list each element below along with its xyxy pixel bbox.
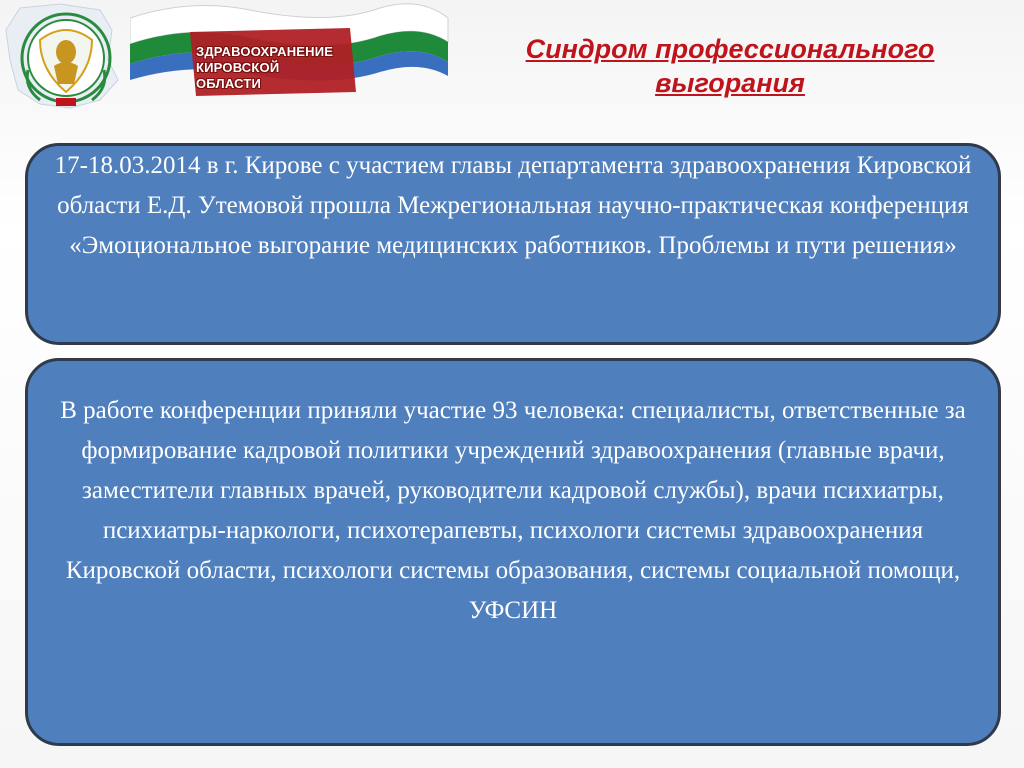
emblem-logo	[0, 0, 130, 115]
participants-text: В работе конференции приняли участие 93 человека: специалисты, ответственные за формирование кадровой политики учреждений здравоохранения (главные врачи, заместители главных врачей, руководители кадровой службы), врачи психиатры, психиатры-наркологи, психотерапевты, психологи системы здравоохранения Кировской области, психологи системы образования, системы социальной помощи, УФСИН	[60, 397, 966, 624]
banner-caption	[196, 44, 346, 92]
conference-info-box	[25, 143, 1001, 345]
banner-line-1: ЗДРАВООХРАНЕНИЕ	[196, 44, 334, 59]
page-title: Синдром профессионального выгорания	[525, 34, 935, 98]
conference-info-text: 17-18.03.2014 в г. Кирове с участием главы департамента здравоохранения Кировской области Е.Д. Утемовой прошла Межрегиональная научно-практическая конференция «Эмоциональное выгорание медицинских работников. Проблемы и пути решения»	[54, 152, 972, 259]
participants-box	[25, 358, 1001, 746]
banner-line-2: КИРОВСКОЙ ОБЛАСТИ	[196, 60, 280, 91]
